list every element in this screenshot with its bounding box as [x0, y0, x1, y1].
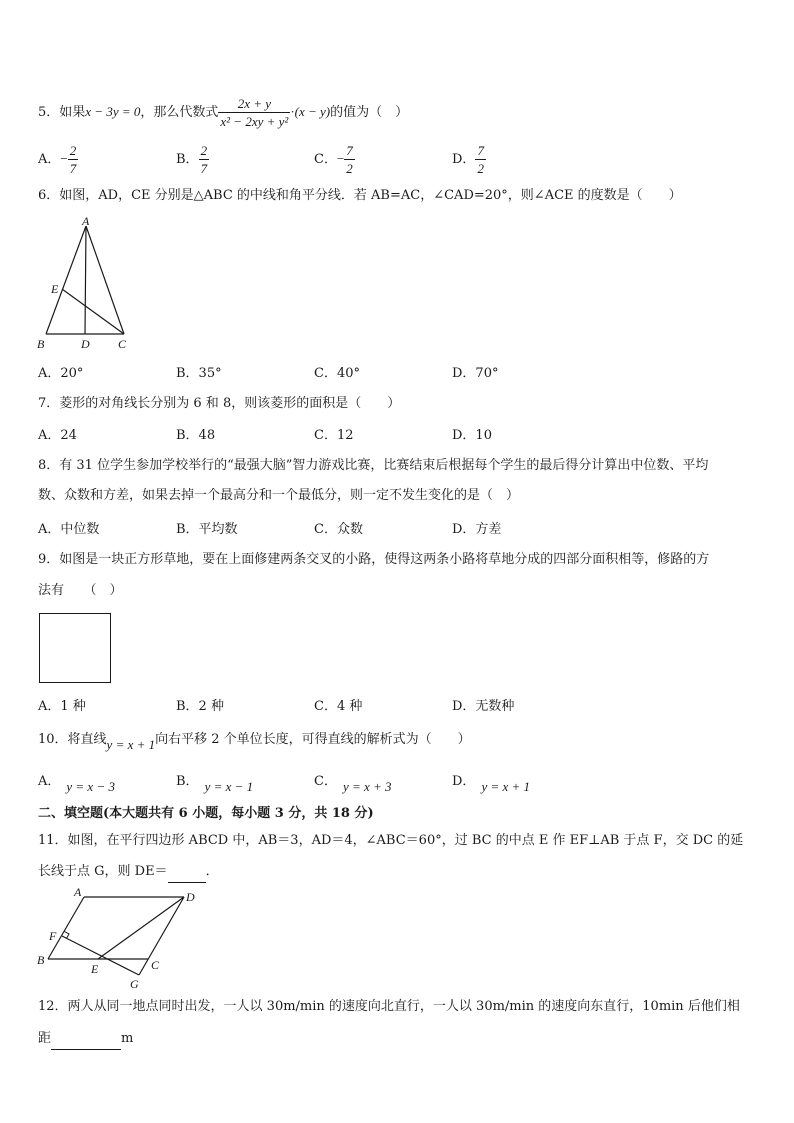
q5-option-c[interactable]: C．− $\frac{7}{2}$: [314, 143, 353, 176]
q8-option-c[interactable]: C．众数: [314, 522, 363, 537]
q5-option-d[interactable]: D． $\frac{7}{2}$: [452, 143, 484, 176]
q6-label-b: B: [37, 337, 45, 351]
q5-fraction: [218, 95, 290, 130]
q5-number: 5．如果: [38, 105, 86, 120]
q11-label-f: F: [49, 929, 57, 943]
q8-option-d[interactable]: D．方差: [452, 522, 502, 537]
q11-label-a: A: [74, 885, 82, 899]
question-11-line-1: 11．如图，在平行四边形 ABCD 中，AB＝3，AD＝4，∠ABC＝60°，过 BC 的中点 E 作 EF⊥AB 于点 F，交 DC 的延: [38, 833, 744, 848]
question-8-line-1: 8．有 31 位学生参加学校举行的“最强大脑”智力游戏比赛，比赛结束后根据每个学生的最后得分计算出中位数、平均: [38, 458, 709, 473]
q6-bisector-ce: [62, 289, 124, 334]
q5-fraction-denominator: x² − 2xy + y²: [220, 114, 289, 129]
q5-text: ，那么代数式: [140, 105, 219, 120]
q10-option-a[interactable]: A． y = x − 3: [38, 774, 115, 794]
q11-side-dc-extended: [139, 897, 184, 975]
q9-option-d[interactable]: D．无数种: [452, 699, 515, 714]
question-6: 6．如图，AD，CE 分别是△ABC 的中线和角平分线．若 AB=AC，∠CAD=20°，则∠ACE 的度数是（ ）: [38, 188, 682, 203]
q5-option-b[interactable]: B． $\frac{2}{7}$: [176, 143, 208, 176]
q5-condition: x − 3y = 0: [85, 104, 141, 119]
q11-label-c: C: [151, 958, 160, 972]
q9-option-a[interactable]: A．1 种: [38, 699, 86, 714]
question-12-line-1: 12．两人从同一地点同时出发，一人以 30m/min 的速度向北直行，一人以 30m/min 的速度向东直行，10min 后他们相: [38, 999, 740, 1014]
q10-option-d[interactable]: D． y = x + 1: [452, 774, 531, 794]
q11-side-ab: [48, 897, 84, 959]
q10-option-b[interactable]: B． y = x − 1: [176, 774, 254, 794]
q12-answer-blank[interactable]: [51, 1029, 121, 1050]
question-12-line-2: 距 m: [38, 1029, 133, 1050]
q11-answer-blank[interactable]: [168, 862, 206, 883]
q6-option-d[interactable]: D．70°: [452, 366, 499, 381]
q11-parallelogram-figure: [34, 884, 224, 994]
q7-option-a[interactable]: A．24: [38, 428, 77, 443]
q11-label-e: E: [91, 962, 99, 976]
q5-fraction-numerator: 2x + y: [218, 95, 290, 113]
q6-label-e: E: [51, 282, 59, 296]
q11-line-fg: [62, 936, 139, 975]
q6-side-ac: [86, 226, 124, 334]
q7-option-c[interactable]: C．12: [314, 428, 354, 443]
q6-option-a[interactable]: A．20°: [38, 366, 84, 381]
q8-option-a[interactable]: A．中位数: [38, 522, 100, 537]
q6-label-d: D: [81, 337, 90, 351]
q6-side-ab: [46, 226, 86, 334]
q11-label-b: B: [37, 953, 45, 967]
question-11-line-2: 长线于点 G，则 DE＝ ．: [38, 862, 219, 883]
q7-option-d[interactable]: D．10: [452, 428, 492, 443]
q10-line-equation: y = x + 1: [106, 737, 156, 752]
q6-median-ad: [85, 226, 86, 334]
q6-option-c[interactable]: C．40°: [314, 366, 360, 381]
q11-segment-de: [98, 897, 184, 959]
q9-square-figure: [39, 613, 111, 683]
q9-option-b[interactable]: B．2 种: [176, 699, 224, 714]
q8-option-b[interactable]: B．平均数: [176, 522, 238, 537]
question-10: 10．将直线y = x + 1向右平移 2 个单位长度，可得直线的解析式为（ ）: [38, 732, 471, 752]
question-7: 7．菱形的对角线长分别为 6 和 8，则该菱形的面积是（ ）: [38, 396, 401, 411]
question-8-line-2: 数、众数和方差，如果去掉一个最高分和一个最低分，则一定不发生变化的是（ ）: [38, 488, 520, 503]
section-2-title: 二、填空题(本大题共有 6 小题，每小题 3 分，共 18 分): [38, 806, 374, 821]
q10-option-c[interactable]: C． y = x + 3: [314, 774, 392, 794]
q6-triangle-figure: [34, 212, 144, 352]
question-5: [38, 95, 408, 130]
q6-label-c: C: [118, 337, 127, 351]
q11-label-g: G: [130, 977, 139, 991]
q6-label-a: A: [82, 214, 90, 228]
q5-dot: ·: [290, 104, 295, 119]
q9-option-c[interactable]: C．4 种: [314, 699, 363, 714]
question-9-line-1: 9．如图是一块正方形草地，要在上面修建两条交叉的小路，使得这两条小路将草地分成的四部分面积相等，修路的方: [38, 552, 710, 567]
q7-option-b[interactable]: B．48: [176, 428, 216, 443]
q5-factor: (x − y): [294, 104, 331, 119]
q5-option-a[interactable]: A．− $\frac{2}{7}$: [38, 143, 77, 176]
q5-tail: 的值为（ ）: [330, 105, 409, 120]
question-9-line-2: 法有 （ ）: [38, 583, 123, 598]
q6-option-b[interactable]: B．35°: [176, 366, 222, 381]
q11-label-d: D: [186, 890, 195, 904]
